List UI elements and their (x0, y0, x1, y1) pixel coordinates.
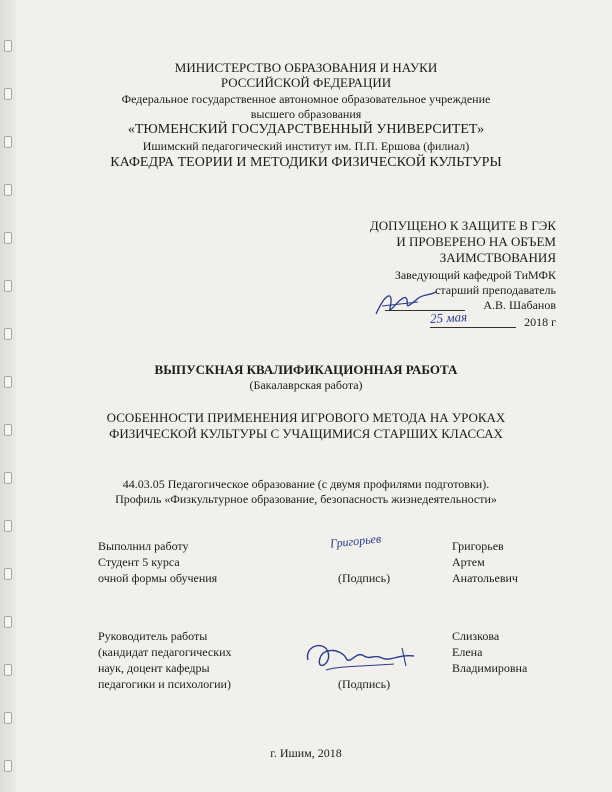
topic-line-1: ОСОБЕННОСТИ ПРИМЕНЕНИЯ ИГРОВОГО МЕТОДА НА УРОКАХ (106, 410, 506, 425)
binding-hole (4, 616, 12, 628)
supervisor-patronymic: Владимировна (452, 661, 528, 675)
approval-date-handwritten: 25 мая (429, 309, 468, 326)
institution-line-1: Федеральное государственное автономное образовательное учреждение (121, 92, 491, 106)
specialty-line-1: 44.03.05 Педагогическое образование (с двумя профилями подготовки). (122, 477, 490, 491)
binding-hole (4, 280, 12, 292)
city-year: г. Ишим, 2018 (270, 746, 342, 760)
author-label-3: очной формы обучения (98, 571, 218, 585)
ministry-line-2: РОССИЙСКОЙ ФЕДЕРАЦИИ (220, 75, 392, 90)
binding-hole (4, 184, 12, 196)
supervisor-label-4: педагогики и психологии) (98, 677, 231, 691)
institute-name: Ишимский педагогический институт им. П.П. Ершова (филиал) (142, 139, 470, 153)
author-signature-handwritten: Григорьев (329, 531, 382, 551)
binding-hole (4, 760, 12, 772)
supervisor-label-2: (кандидат педагогических (98, 645, 232, 659)
institution-line-2: высшего образования (250, 107, 362, 121)
binding-hole (4, 568, 12, 580)
author-signature-caption: (Подпись) (338, 571, 391, 585)
supervisor-label-1: Руководитель работы (98, 629, 208, 643)
approval-line-1: ДОПУЩЕНО К ЗАЩИТЕ В ГЭК (369, 218, 556, 233)
binding-hole (4, 520, 12, 532)
binding-hole (4, 40, 12, 52)
author-surname: Григорьев (452, 539, 504, 553)
approval-position-1: Заведующий кафедрой ТиМФК (394, 268, 556, 282)
binding-hole (4, 328, 12, 340)
binding-hole (4, 232, 12, 244)
supervisor-label-3: наук, доцент кафедры (98, 661, 210, 675)
binding-hole (4, 712, 12, 724)
ministry-line-1: МИНИСТЕРСТВО ОБРАЗОВАНИЯ И НАУКИ (174, 60, 438, 75)
work-subtype: (Бакалаврская работа) (249, 378, 363, 392)
supervisor-first-name: Елена (452, 645, 483, 659)
work-type: ВЫПУСКНАЯ КВАЛИФИКАЦИОННАЯ РАБОТА (154, 362, 458, 377)
author-first-name: Артем (452, 555, 485, 569)
approval-year: 2018 г (524, 315, 556, 329)
author-label-1: Выполнил работу (98, 539, 189, 553)
approval-line-2: И ПРОВЕРЕНО НА ОБЪЕМ (396, 234, 556, 249)
author-label-2: Студент 5 курса (98, 555, 180, 569)
approval-line-3: ЗАИМСТВОВАНИЯ (439, 250, 556, 265)
binding-hole (4, 664, 12, 676)
author-patronymic: Анатольевич (452, 571, 518, 585)
department-name: КАФЕДРА ТЕОРИИ И МЕТОДИКИ ФИЗИЧЕСКОЙ КУЛЬТУРЫ (110, 155, 502, 170)
university-name: «ТЮМЕНСКИЙ ГОСУДАРСТВЕННЫЙ УНИВЕРСИТЕТ» (127, 122, 485, 137)
specialty-line-2: Профиль «Физкультурное образование, безопасность жизнедеятельности» (115, 492, 497, 506)
approval-name: А.В. Шабанов (483, 298, 556, 312)
supervisor-surname: Слизкова (452, 629, 500, 643)
supervisor-signature-icon (298, 636, 422, 680)
approval-position-2: старший преподаватель (435, 283, 556, 297)
topic-line-2: ФИЗИЧЕСКОЙ КУЛЬТУРЫ С УЧАЩИМИСЯ СТАРШИХ КЛАССАХ (109, 426, 503, 441)
supervisor-signature-caption: (Подпись) (338, 677, 391, 691)
